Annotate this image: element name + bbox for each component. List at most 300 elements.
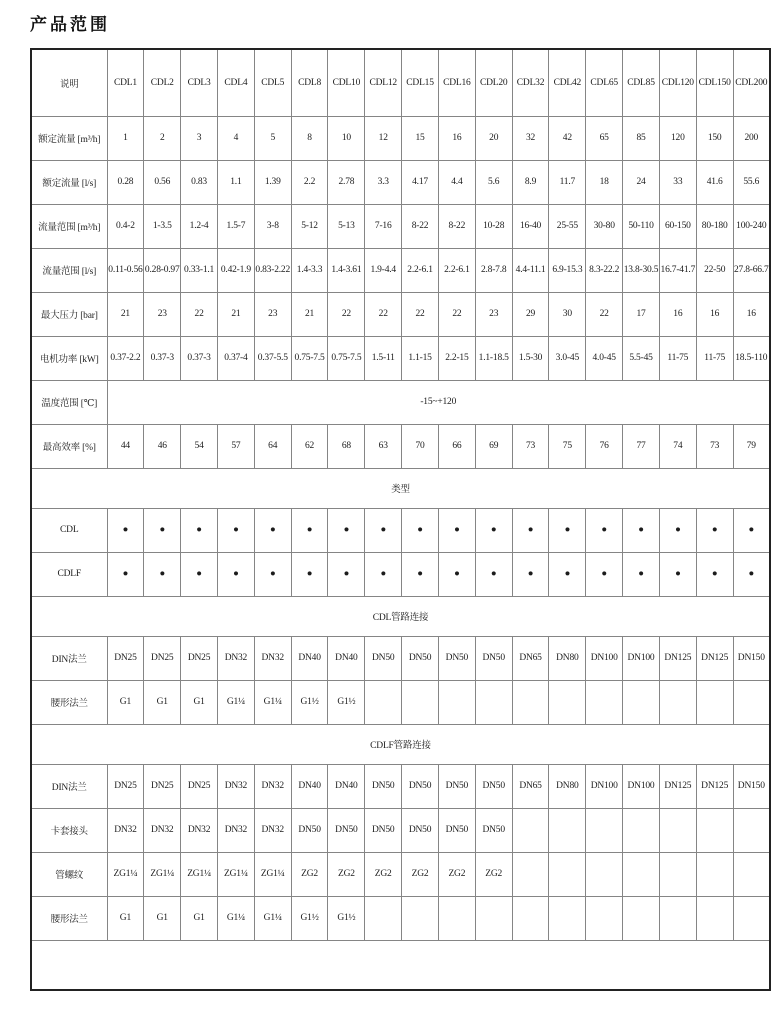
table-row bbox=[31, 808, 770, 852]
cell-value: 0.37-2.2 bbox=[107, 336, 144, 380]
cell-value: DN50 bbox=[402, 636, 439, 680]
table-row bbox=[31, 896, 770, 940]
cell-value: DN32 bbox=[217, 636, 254, 680]
cell-value: G1 bbox=[107, 896, 144, 940]
cell-value: 0.42-1.9 bbox=[217, 248, 254, 292]
cell-value: 1 bbox=[107, 116, 144, 160]
cell-value bbox=[696, 680, 733, 724]
cell-value: 16 bbox=[659, 292, 696, 336]
cell-value bbox=[659, 808, 696, 852]
bullet-dot-icon: ● bbox=[733, 508, 770, 552]
cell-value bbox=[696, 852, 733, 896]
cell-value: DN125 bbox=[659, 636, 696, 680]
cell-value: 0.75-7.5 bbox=[291, 336, 328, 380]
cell-value: 12 bbox=[365, 116, 402, 160]
cell-value: ZG1¼ bbox=[181, 852, 218, 896]
bullet-dot-icon: ● bbox=[217, 552, 254, 596]
table-row bbox=[31, 116, 770, 160]
cell-value: 2.2 bbox=[291, 160, 328, 204]
cell-value: DN25 bbox=[144, 764, 181, 808]
cell-value: 3-8 bbox=[254, 204, 291, 248]
cell-value: 30-80 bbox=[586, 204, 623, 248]
cell-value: G1¼ bbox=[217, 896, 254, 940]
cell-value bbox=[586, 896, 623, 940]
section-label: CDL管路连接 bbox=[31, 596, 770, 636]
bullet-dot-icon: ● bbox=[696, 508, 733, 552]
row-label: 卡套接头 bbox=[31, 808, 107, 852]
bullet-dot-icon: ● bbox=[512, 552, 549, 596]
cell-value: 13.8-30.5 bbox=[623, 248, 660, 292]
cell-value: 1.5-7 bbox=[217, 204, 254, 248]
cell-value: 21 bbox=[291, 292, 328, 336]
table-row bbox=[31, 636, 770, 680]
bullet-dot-icon: ● bbox=[291, 508, 328, 552]
cell-value: 10-28 bbox=[475, 204, 512, 248]
bullet-dot-icon: ● bbox=[586, 508, 623, 552]
cell-value: 3.3 bbox=[365, 160, 402, 204]
cell-value: 16-40 bbox=[512, 204, 549, 248]
cell-value: 85 bbox=[623, 116, 660, 160]
table-row bbox=[31, 680, 770, 724]
cell-value: DN25 bbox=[107, 764, 144, 808]
cell-value bbox=[586, 808, 623, 852]
cell-value: 22 bbox=[181, 292, 218, 336]
cell-value: DN100 bbox=[586, 636, 623, 680]
row-label: DIN法兰 bbox=[31, 764, 107, 808]
cell-value bbox=[365, 680, 402, 724]
bullet-dot-icon: ● bbox=[549, 508, 586, 552]
bullet-dot-icon: ● bbox=[107, 552, 144, 596]
cell-value: 0.83-2.22 bbox=[254, 248, 291, 292]
cell-value: 22 bbox=[438, 292, 475, 336]
row-label: 额定流量 [l/s] bbox=[31, 160, 107, 204]
cell-value bbox=[512, 896, 549, 940]
bullet-dot-icon: ● bbox=[696, 552, 733, 596]
cell-value: DN65 bbox=[512, 636, 549, 680]
cell-value: G1½ bbox=[328, 896, 365, 940]
cell-value bbox=[696, 896, 733, 940]
cell-value: 8.9 bbox=[512, 160, 549, 204]
cell-value: DN50 bbox=[475, 764, 512, 808]
cell-value: 21 bbox=[107, 292, 144, 336]
cell-value: 46 bbox=[144, 424, 181, 468]
cell-value: 0.11-0.56 bbox=[107, 248, 144, 292]
cell-value: 50-110 bbox=[623, 204, 660, 248]
bullet-dot-icon: ● bbox=[181, 508, 218, 552]
cell-value: 22 bbox=[586, 292, 623, 336]
cell-value bbox=[475, 680, 512, 724]
cell-value: 11-75 bbox=[696, 336, 733, 380]
bullet-dot-icon: ● bbox=[144, 508, 181, 552]
cell-value: 10 bbox=[328, 116, 365, 160]
page-title: 产品范围 bbox=[30, 15, 110, 34]
cell-value: 1.4-3.61 bbox=[328, 248, 365, 292]
table-row bbox=[31, 508, 770, 552]
cell-value: 76 bbox=[586, 424, 623, 468]
bullet-dot-icon: ● bbox=[181, 552, 218, 596]
cell-value: 0.83 bbox=[181, 160, 218, 204]
cell-value: 1.9-4.4 bbox=[365, 248, 402, 292]
cell-value bbox=[586, 852, 623, 896]
merged-value-cell: -15~+120 bbox=[107, 380, 770, 424]
cell-value bbox=[623, 852, 660, 896]
cell-value: 16 bbox=[696, 292, 733, 336]
row-label: CDLF bbox=[31, 552, 107, 596]
cell-value bbox=[512, 852, 549, 896]
cell-value: 18 bbox=[586, 160, 623, 204]
cell-value: DN150 bbox=[733, 636, 770, 680]
bullet-dot-icon: ● bbox=[512, 508, 549, 552]
table-row bbox=[31, 380, 770, 424]
cell-value: 25-55 bbox=[549, 204, 586, 248]
cell-value: 4.4 bbox=[438, 160, 475, 204]
row-label: 最高效率 [%] bbox=[31, 424, 107, 468]
cell-value: 5-13 bbox=[328, 204, 365, 248]
table-row bbox=[31, 424, 770, 468]
cell-value bbox=[659, 852, 696, 896]
bullet-dot-icon: ● bbox=[438, 508, 475, 552]
empty-row bbox=[31, 940, 770, 990]
column-header: CDL85 bbox=[623, 49, 660, 116]
cell-value: 75 bbox=[549, 424, 586, 468]
cell-value: 27.8-66.7 bbox=[733, 248, 770, 292]
cell-value: 15 bbox=[402, 116, 439, 160]
cell-value bbox=[512, 808, 549, 852]
cell-value: 11-75 bbox=[659, 336, 696, 380]
cell-value: 0.37-3 bbox=[144, 336, 181, 380]
bullet-dot-icon: ● bbox=[586, 552, 623, 596]
cell-value bbox=[402, 680, 439, 724]
cell-value: DN50 bbox=[475, 808, 512, 852]
cell-value: 4.17 bbox=[402, 160, 439, 204]
cell-value: 0.56 bbox=[144, 160, 181, 204]
row-label: 腰形法兰 bbox=[31, 896, 107, 940]
cell-value: 1.1-15 bbox=[402, 336, 439, 380]
cell-value: DN100 bbox=[623, 764, 660, 808]
cell-value: 16 bbox=[733, 292, 770, 336]
cell-value: 55.6 bbox=[733, 160, 770, 204]
cell-value: 0.37-4 bbox=[217, 336, 254, 380]
cell-value: 8-22 bbox=[438, 204, 475, 248]
cell-value: 62 bbox=[291, 424, 328, 468]
cell-value: G1 bbox=[181, 896, 218, 940]
cell-value: 21 bbox=[217, 292, 254, 336]
cell-value: DN50 bbox=[328, 808, 365, 852]
cell-value: 20 bbox=[475, 116, 512, 160]
cell-value bbox=[586, 680, 623, 724]
bullet-dot-icon: ● bbox=[475, 552, 512, 596]
cell-value: G1¼ bbox=[254, 896, 291, 940]
cell-value: G1 bbox=[144, 680, 181, 724]
cell-value bbox=[549, 808, 586, 852]
cell-value: 22 bbox=[365, 292, 402, 336]
cell-value: 2.2-6.1 bbox=[438, 248, 475, 292]
cell-value: 4.0-45 bbox=[586, 336, 623, 380]
bullet-dot-icon: ● bbox=[144, 552, 181, 596]
cell-value: ZG2 bbox=[291, 852, 328, 896]
cell-value: DN50 bbox=[365, 764, 402, 808]
cell-value bbox=[659, 896, 696, 940]
cell-value: 17 bbox=[623, 292, 660, 336]
cell-value bbox=[733, 808, 770, 852]
cell-value: 1.5-30 bbox=[512, 336, 549, 380]
cell-value: 8.3-22.2 bbox=[586, 248, 623, 292]
cell-value: 2.78 bbox=[328, 160, 365, 204]
cell-value: 33 bbox=[659, 160, 696, 204]
cell-value: DN80 bbox=[549, 764, 586, 808]
cell-value: 5.5-45 bbox=[623, 336, 660, 380]
table-row bbox=[31, 336, 770, 380]
cell-value: 2.2-15 bbox=[438, 336, 475, 380]
cell-value: DN50 bbox=[402, 808, 439, 852]
cell-value: 57 bbox=[217, 424, 254, 468]
cell-value: 2 bbox=[144, 116, 181, 160]
cell-value bbox=[438, 896, 475, 940]
cell-value: 5-12 bbox=[291, 204, 328, 248]
cell-value: DN125 bbox=[696, 764, 733, 808]
column-header: CDL2 bbox=[144, 49, 181, 116]
cell-value: 4.4-11.1 bbox=[512, 248, 549, 292]
table-row bbox=[31, 248, 770, 292]
cell-value: DN40 bbox=[328, 764, 365, 808]
cell-value: DN40 bbox=[291, 636, 328, 680]
cell-value: DN25 bbox=[181, 636, 218, 680]
cell-value: DN25 bbox=[107, 636, 144, 680]
column-header: CDL32 bbox=[512, 49, 549, 116]
table-header-row bbox=[31, 49, 770, 116]
cell-value: G1¼ bbox=[217, 680, 254, 724]
cell-value: 69 bbox=[475, 424, 512, 468]
cell-value: 22-50 bbox=[696, 248, 733, 292]
cell-value bbox=[549, 852, 586, 896]
cell-value: 0.28 bbox=[107, 160, 144, 204]
cell-value: 150 bbox=[696, 116, 733, 160]
bullet-dot-icon: ● bbox=[254, 552, 291, 596]
cell-value: 54 bbox=[181, 424, 218, 468]
column-header: CDL5 bbox=[254, 49, 291, 116]
cell-value: DN32 bbox=[254, 636, 291, 680]
bullet-dot-icon: ● bbox=[623, 508, 660, 552]
cell-value: 1.1 bbox=[217, 160, 254, 204]
column-header: CDL12 bbox=[365, 49, 402, 116]
bullet-dot-icon: ● bbox=[107, 508, 144, 552]
cell-value: 68 bbox=[328, 424, 365, 468]
cell-value bbox=[623, 808, 660, 852]
cell-value: 7-16 bbox=[365, 204, 402, 248]
cell-value bbox=[733, 896, 770, 940]
column-header: CDL16 bbox=[438, 49, 475, 116]
cell-value: 0.4-2 bbox=[107, 204, 144, 248]
cell-value: 1-3.5 bbox=[144, 204, 181, 248]
cell-value: DN25 bbox=[144, 636, 181, 680]
cell-value bbox=[659, 680, 696, 724]
cell-value: 0.37-3 bbox=[181, 336, 218, 380]
table-row bbox=[31, 764, 770, 808]
column-header: CDL65 bbox=[586, 49, 623, 116]
bullet-dot-icon: ● bbox=[365, 508, 402, 552]
column-header: CDL150 bbox=[696, 49, 733, 116]
cell-value: G1¼ bbox=[254, 680, 291, 724]
row-label: CDL bbox=[31, 508, 107, 552]
cell-value: 66 bbox=[438, 424, 475, 468]
cell-value: DN50 bbox=[438, 764, 475, 808]
column-header: CDL42 bbox=[549, 49, 586, 116]
row-label: 最大压力 [bar] bbox=[31, 292, 107, 336]
section-row bbox=[31, 468, 770, 508]
cell-value: ZG2 bbox=[365, 852, 402, 896]
cell-value: G1½ bbox=[291, 680, 328, 724]
cell-value: 77 bbox=[623, 424, 660, 468]
cell-value: DN50 bbox=[365, 808, 402, 852]
cell-value: 8-22 bbox=[402, 204, 439, 248]
bullet-dot-icon: ● bbox=[328, 552, 365, 596]
column-header: CDL15 bbox=[402, 49, 439, 116]
cell-value: G1½ bbox=[291, 896, 328, 940]
cell-value: ZG1¼ bbox=[217, 852, 254, 896]
cell-value bbox=[365, 896, 402, 940]
cell-value: 120 bbox=[659, 116, 696, 160]
cell-value: 1.5-11 bbox=[365, 336, 402, 380]
cell-value: ZG1¼ bbox=[144, 852, 181, 896]
bullet-dot-icon: ● bbox=[365, 552, 402, 596]
cell-value: 1.39 bbox=[254, 160, 291, 204]
section-row bbox=[31, 724, 770, 764]
cell-value: 73 bbox=[512, 424, 549, 468]
cell-value: G1 bbox=[144, 896, 181, 940]
cell-value: DN32 bbox=[217, 764, 254, 808]
cell-value bbox=[438, 680, 475, 724]
cell-value: 8 bbox=[291, 116, 328, 160]
cell-value: DN50 bbox=[438, 636, 475, 680]
column-header: CDL3 bbox=[181, 49, 218, 116]
cell-value: 5 bbox=[254, 116, 291, 160]
cell-value: DN50 bbox=[438, 808, 475, 852]
bullet-dot-icon: ● bbox=[402, 552, 439, 596]
cell-value: DN40 bbox=[291, 764, 328, 808]
table-row bbox=[31, 552, 770, 596]
cell-value: 30 bbox=[549, 292, 586, 336]
cell-value: DN100 bbox=[623, 636, 660, 680]
cell-value: ZG2 bbox=[328, 852, 365, 896]
cell-value: 0.28-0.97 bbox=[144, 248, 181, 292]
cell-value: 16 bbox=[438, 116, 475, 160]
cell-value: 22 bbox=[328, 292, 365, 336]
cell-value: 6.9-15.3 bbox=[549, 248, 586, 292]
cell-value: ZG2 bbox=[402, 852, 439, 896]
cell-value: DN150 bbox=[733, 764, 770, 808]
bullet-dot-icon: ● bbox=[475, 508, 512, 552]
cell-value: 32 bbox=[512, 116, 549, 160]
cell-value: DN125 bbox=[659, 764, 696, 808]
cell-value bbox=[623, 896, 660, 940]
cell-value: DN125 bbox=[696, 636, 733, 680]
cell-value: 64 bbox=[254, 424, 291, 468]
bullet-dot-icon: ● bbox=[549, 552, 586, 596]
cell-value: 3 bbox=[181, 116, 218, 160]
cell-value: 73 bbox=[696, 424, 733, 468]
cell-value: 23 bbox=[254, 292, 291, 336]
row-label: 温度范围 [℃] bbox=[31, 380, 107, 424]
cell-value: 1.2-4 bbox=[181, 204, 218, 248]
cell-value: 80-180 bbox=[696, 204, 733, 248]
bullet-dot-icon: ● bbox=[623, 552, 660, 596]
cell-value: 23 bbox=[475, 292, 512, 336]
bullet-dot-icon: ● bbox=[733, 552, 770, 596]
cell-value: DN50 bbox=[291, 808, 328, 852]
cell-value: G1 bbox=[107, 680, 144, 724]
cell-value: 0.33-1.1 bbox=[181, 248, 218, 292]
cell-value: 74 bbox=[659, 424, 696, 468]
cell-value: ZG1¼ bbox=[254, 852, 291, 896]
cell-value: G1½ bbox=[328, 680, 365, 724]
cell-value: ZG2 bbox=[475, 852, 512, 896]
cell-value bbox=[733, 680, 770, 724]
section-label: CDLF管路连接 bbox=[31, 724, 770, 764]
cell-value: DN32 bbox=[144, 808, 181, 852]
cell-value: 2.2-6.1 bbox=[402, 248, 439, 292]
row-label: 额定流量 [m³/h] bbox=[31, 116, 107, 160]
cell-value: DN65 bbox=[512, 764, 549, 808]
column-header: CDL1 bbox=[107, 49, 144, 116]
cell-value: 0.75-7.5 bbox=[328, 336, 365, 380]
cell-value bbox=[475, 896, 512, 940]
cell-value: 22 bbox=[402, 292, 439, 336]
cell-value bbox=[512, 680, 549, 724]
bullet-dot-icon: ● bbox=[254, 508, 291, 552]
cell-value: DN32 bbox=[254, 808, 291, 852]
cell-value: DN50 bbox=[402, 764, 439, 808]
row-label: 腰形法兰 bbox=[31, 680, 107, 724]
table-row bbox=[31, 292, 770, 336]
table-row bbox=[31, 852, 770, 896]
bullet-dot-icon: ● bbox=[217, 508, 254, 552]
description-column-header: 说明 bbox=[31, 49, 107, 116]
table-row bbox=[31, 204, 770, 248]
cell-value bbox=[549, 896, 586, 940]
cell-value: DN50 bbox=[475, 636, 512, 680]
cell-value: 3.0-45 bbox=[549, 336, 586, 380]
cell-value: DN80 bbox=[549, 636, 586, 680]
column-header: CDL120 bbox=[659, 49, 696, 116]
cell-value bbox=[696, 808, 733, 852]
cell-value: 100-240 bbox=[733, 204, 770, 248]
cell-value: 1.4-3.3 bbox=[291, 248, 328, 292]
cell-value: DN100 bbox=[586, 764, 623, 808]
bullet-dot-icon: ● bbox=[402, 508, 439, 552]
cell-value: 65 bbox=[586, 116, 623, 160]
cell-value: 63 bbox=[365, 424, 402, 468]
cell-value: DN40 bbox=[328, 636, 365, 680]
cell-value: DN32 bbox=[107, 808, 144, 852]
cell-value: DN50 bbox=[365, 636, 402, 680]
row-label: DIN法兰 bbox=[31, 636, 107, 680]
column-header: CDL10 bbox=[328, 49, 365, 116]
row-label: 电机功率 [kW] bbox=[31, 336, 107, 380]
column-header: CDL4 bbox=[217, 49, 254, 116]
row-label: 流量范围 [l/s] bbox=[31, 248, 107, 292]
cell-value: 18.5-110 bbox=[733, 336, 770, 380]
cell-value: 200 bbox=[733, 116, 770, 160]
cell-value: 5.6 bbox=[475, 160, 512, 204]
bullet-dot-icon: ● bbox=[659, 552, 696, 596]
cell-value: 42 bbox=[549, 116, 586, 160]
cell-value: DN32 bbox=[217, 808, 254, 852]
empty-cell bbox=[31, 940, 770, 990]
bullet-dot-icon: ● bbox=[659, 508, 696, 552]
bullet-dot-icon: ● bbox=[328, 508, 365, 552]
bullet-dot-icon: ● bbox=[438, 552, 475, 596]
cell-value: 44 bbox=[107, 424, 144, 468]
